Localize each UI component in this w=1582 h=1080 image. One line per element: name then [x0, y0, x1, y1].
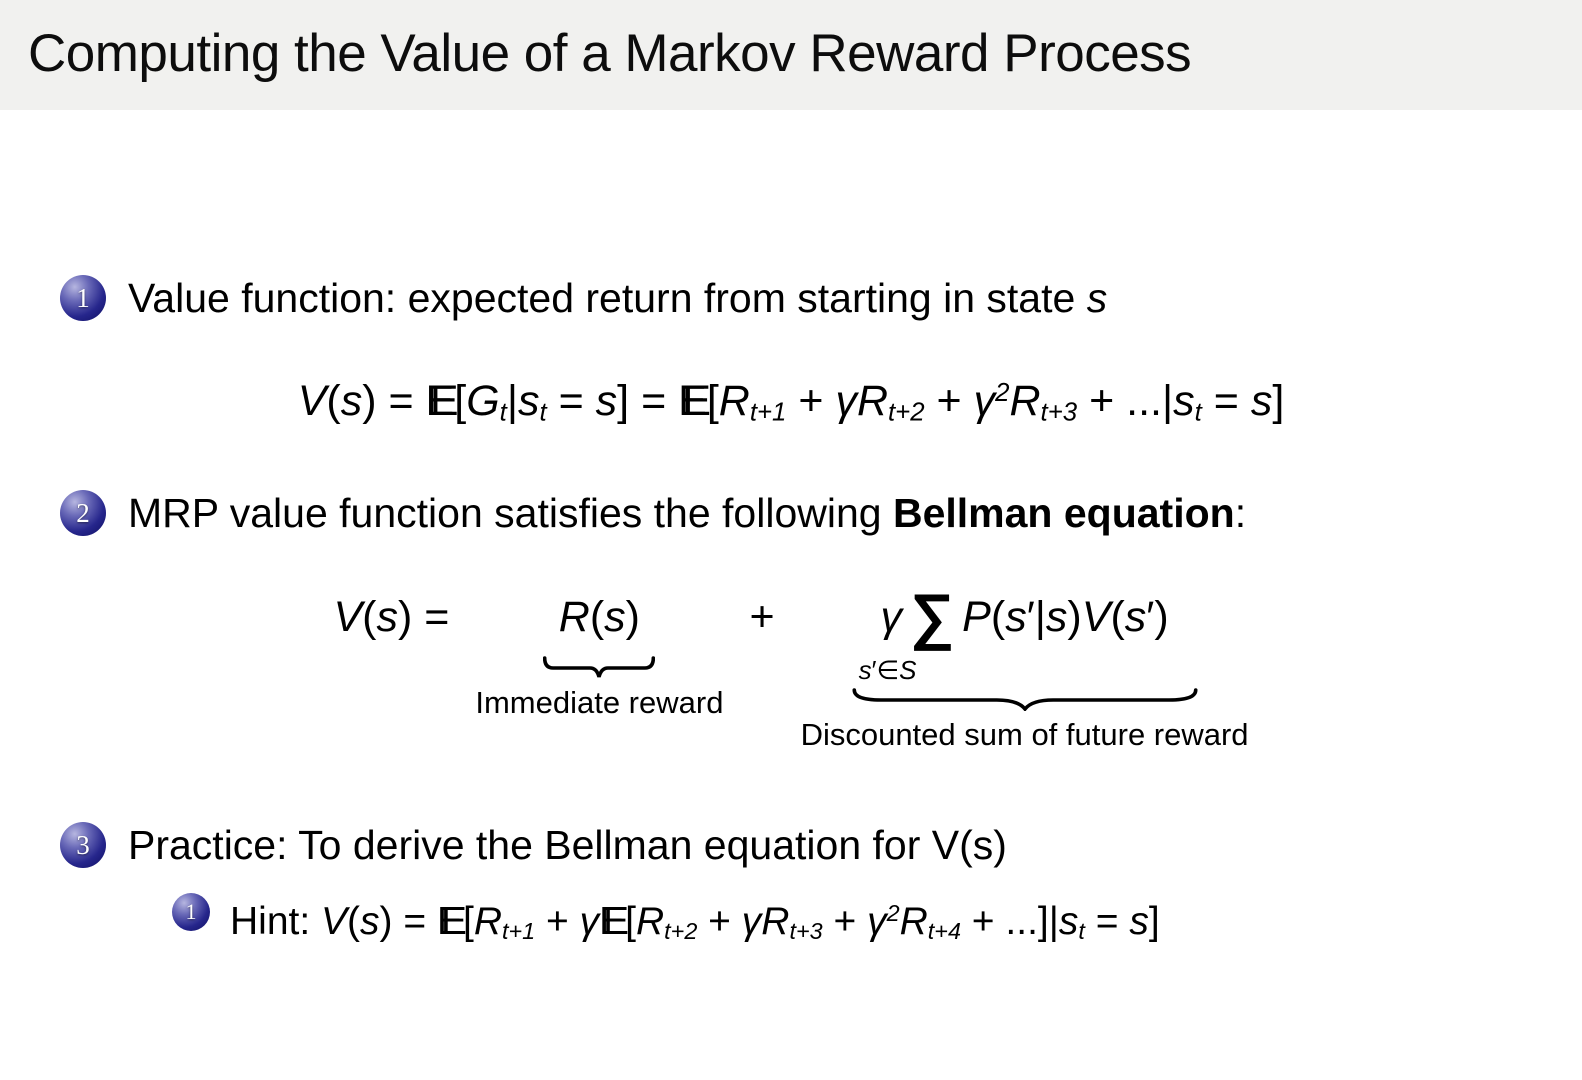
bullet-item-3	[60, 817, 1522, 873]
future-reward-label: Discounted sum of future reward	[800, 717, 1249, 753]
hint-sub-bullet	[172, 885, 1522, 959]
sum-block	[909, 582, 955, 652]
hint-number-badge	[172, 893, 210, 931]
underbrace-icon	[849, 687, 1201, 711]
bullet-text-2: MRP value function satisfies the following Bellman equation:	[128, 490, 1247, 537]
bellman-lhs: V(s) =	[333, 593, 450, 642]
bullet-number: 1	[76, 282, 90, 313]
bullet-item-1	[60, 270, 1522, 326]
bellman-immediate-term	[475, 581, 723, 723]
bullet-number-badge-2	[60, 490, 106, 536]
immediate-reward-label: Immediate reward	[475, 685, 724, 721]
bullet-item-2	[60, 485, 1522, 541]
slide-title: Computing the Value of a Markov Reward Process	[28, 23, 1192, 83]
slide-header	[0, 0, 1582, 110]
discounted-sum-expr	[880, 581, 1168, 653]
bullet-number: 3	[76, 829, 90, 860]
bellman-equation	[60, 581, 1522, 755]
immediate-reward-expr: R(s)	[558, 593, 640, 642]
bullet-number: 1	[185, 899, 197, 925]
bullet-number-badge-3	[60, 822, 106, 868]
bellman-future-term	[801, 581, 1249, 755]
bullet-number: 2	[76, 497, 90, 528]
hint-formula: Hint: V(s) = E E[Rt+1 + γE $E[Rt+2 + \gamma Rt+3 + \gamma^2Rt+4 + ...]|st = s$]	[230, 885, 1160, 959]
sum-limits: s′∈S	[858, 655, 917, 686]
plus-operator: +	[749, 593, 775, 642]
bullet-text-1: Value function: expected return from starting in state s	[128, 275, 1108, 321]
slide-body	[0, 270, 1582, 959]
bullet-text-3: Practice: To derive the Bellman equation for V(s)	[128, 822, 1007, 869]
transition-value-expr: P(s′|s)V(s′)	[962, 592, 1169, 641]
sum-sigma-icon: ∑	[909, 582, 955, 652]
value-function-formula: V(s) = E E[Gt|st = s] = E $E[Rt+1 + \gamma Rt+2 + \gamma^2Rt+3 + ...|st = s]$	[60, 372, 1522, 430]
bullet-number-badge-1	[60, 275, 106, 321]
underbrace-icon	[543, 655, 655, 679]
gamma-symbol: γ	[880, 592, 902, 641]
